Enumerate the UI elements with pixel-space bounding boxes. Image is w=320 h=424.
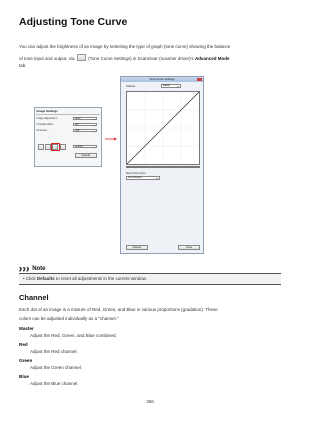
term-green: Green	[19, 358, 33, 363]
channel-body-2: colors can be adjusted individually as a "channel."	[19, 316, 119, 321]
intro-text: of tone input and output, via	[19, 56, 75, 61]
page-number: 356	[146, 399, 154, 404]
window-titlebar: Tone Curve Settings	[121, 77, 203, 82]
image-settings-panel	[34, 107, 102, 167]
tone-curve-graph[interactable]	[126, 91, 200, 165]
unsharp-mask-select[interactable]: ON	[73, 123, 97, 127]
image-adjustment-label: Image Adjustment :	[36, 117, 58, 120]
term-red: Red	[19, 342, 28, 347]
channel-label: Channel :	[126, 85, 137, 88]
advanced-mode-label: Advanced Mode	[195, 56, 230, 61]
threshold-icon[interactable]	[60, 144, 66, 150]
note-heading	[19, 265, 281, 273]
channel-body-1: Each dot of an image is a mixture of Red, Green, and Blue in various proportions (gradation). These	[19, 307, 218, 312]
defaults-term: Defaults	[36, 276, 55, 281]
desc-master: Adjust the Red, Green, and Blue combined.	[30, 333, 117, 338]
descreen-select[interactable]: OFF	[73, 129, 97, 133]
close-button[interactable]: Close	[178, 245, 200, 250]
arrow-right-icon	[105, 137, 117, 141]
term-master: Master	[19, 326, 34, 331]
highlight-frame	[51, 143, 59, 151]
select-tone-curve-label: Select Tone Curve :	[126, 172, 147, 175]
note-text: Click	[25, 276, 36, 281]
intro-line-1: You can adjust the brightness of an image by selecting the type of graph (tone curve) showing the balance	[19, 44, 231, 49]
image-settings-title: Image Settings	[36, 109, 58, 113]
custom-select[interactable]: Custom	[73, 145, 97, 149]
tone-defaults-button[interactable]: Defaults	[126, 245, 148, 250]
tone-curve-select[interactable]: No correction	[126, 176, 160, 180]
note-body: • Click Defaults to reset all adjustments in the current window.	[19, 273, 281, 285]
channel-heading: Channel	[19, 293, 49, 302]
image-adjustment-select[interactable]: None	[73, 117, 97, 121]
brightness-icon[interactable]	[38, 144, 44, 150]
term-blue: Blue	[19, 374, 29, 379]
intro-text: (Tone Curve Settings) in ScanGear (scanner driver)'s	[88, 56, 194, 61]
note-text: to reset all adjustments in the current window.	[55, 276, 147, 281]
tone-curve-settings-icon	[77, 54, 86, 61]
note-box	[19, 265, 281, 285]
intro-line-3: tab.	[19, 63, 27, 68]
output-gradient	[126, 166, 200, 168]
desc-blue: Adjust the Blue channel.	[30, 381, 79, 386]
channel-select[interactable]: Master	[161, 84, 181, 88]
descreen-label: Descreen :	[36, 129, 49, 132]
close-icon[interactable]	[197, 78, 202, 81]
defaults-button[interactable]: Defaults	[75, 153, 97, 158]
tone-curve-window	[120, 76, 204, 254]
histogram-icon[interactable]	[45, 144, 51, 150]
intro-line-2	[19, 54, 230, 62]
note-heading-text: Note	[32, 266, 46, 272]
note-icon	[19, 267, 29, 272]
desc-green: Adjust the Green channel.	[30, 365, 83, 370]
unsharp-mask-label: Unsharp Mask :	[36, 123, 55, 126]
desc-red: Adjust the Red channel.	[30, 349, 78, 354]
page-title: Adjusting Tone Curve	[19, 16, 128, 28]
